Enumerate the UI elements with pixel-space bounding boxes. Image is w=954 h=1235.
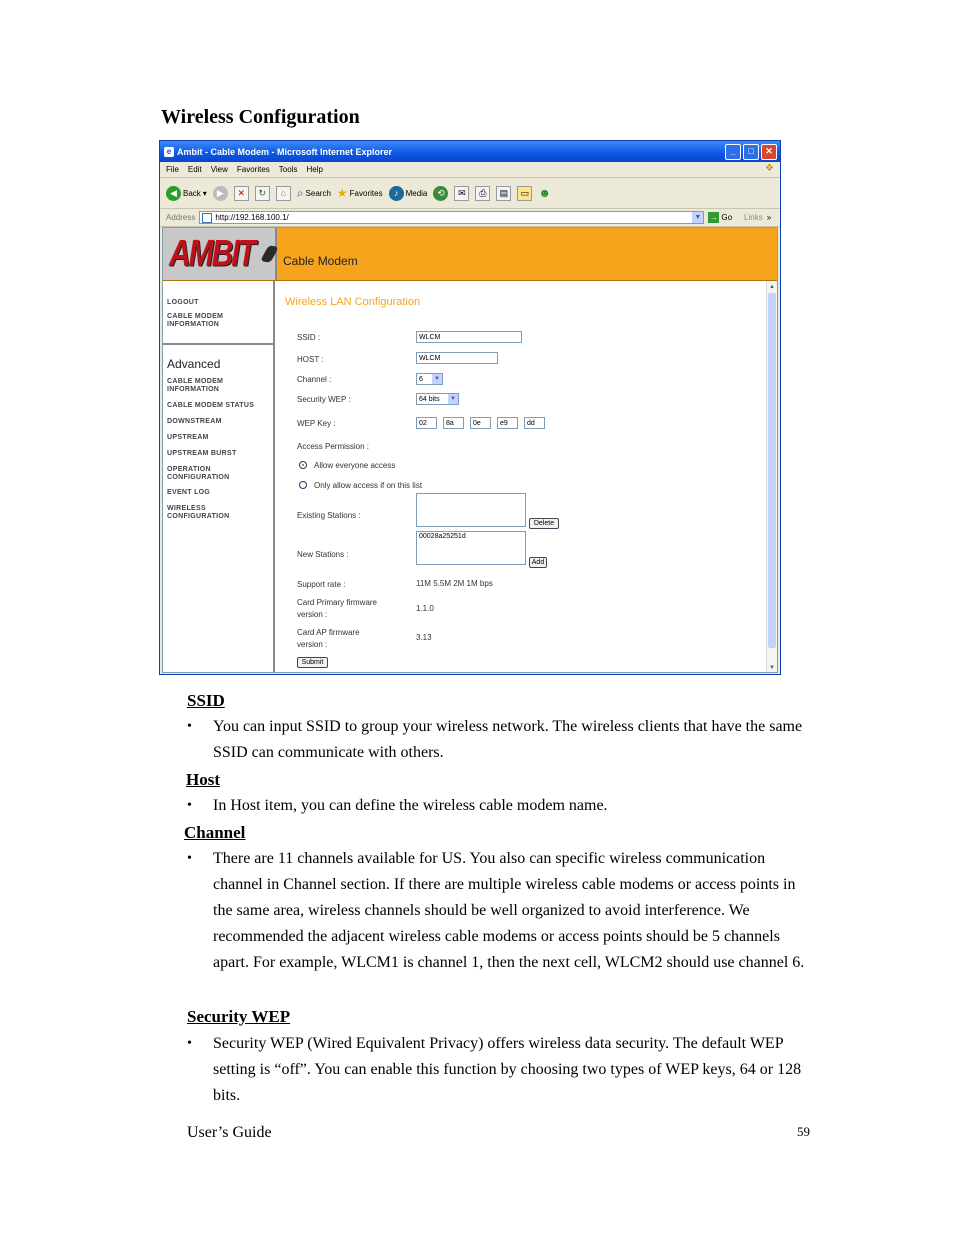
mail-icon[interactable]: ✉ (454, 186, 469, 201)
sidebar-item-logout[interactable]: LOGOUT (167, 299, 199, 306)
page-icon (202, 213, 212, 223)
wep-label: Security WEP : (297, 395, 351, 404)
address-label: Address (166, 213, 196, 222)
chevron-down-icon[interactable]: ▼ (692, 212, 703, 223)
media-button[interactable] (389, 186, 428, 201)
media-icon: ♪ (389, 186, 404, 201)
support-rate-label: Support rate : (297, 580, 346, 589)
wep-key-4-input[interactable]: e9 (497, 417, 518, 429)
sidebar-item-operation-config[interactable]: OPERATION CONFIGURATION (167, 466, 230, 481)
submit-button[interactable]: Submit (297, 657, 328, 668)
ap-fw-label-line2: version : (297, 640, 328, 649)
sidebar-section-advanced: Advanced (167, 357, 221, 371)
search-label: Search (305, 188, 331, 198)
back-button[interactable] (166, 186, 207, 201)
forward-arrow-icon[interactable]: ▶ (213, 186, 228, 201)
vertical-scrollbar[interactable] (766, 281, 777, 673)
history-icon[interactable]: ⟲ (433, 186, 448, 201)
sidebar-item-upstream-burst[interactable]: UPSTREAM BURST (167, 450, 237, 457)
browser-titlebar (160, 141, 780, 162)
add-button[interactable]: Add (529, 557, 547, 568)
browser-title: Ambit - Cable Modem - Microsoft Internet Explorer (177, 146, 393, 157)
wep-key-1-input[interactable]: 02 (416, 417, 437, 429)
existing-stations-label: Existing Stations : (297, 511, 361, 520)
radio-only-list[interactable] (299, 481, 307, 489)
primary-fw-label-line1: Card Primary firmware (297, 598, 378, 607)
refresh-icon[interactable]: ↻ (255, 186, 270, 201)
form-title: Wireless LAN Configuration (285, 296, 421, 308)
messenger-icon[interactable]: ☻ (538, 186, 552, 200)
browser-window-screenshot (159, 140, 781, 675)
wep-select[interactable] (416, 393, 459, 405)
back-arrow-icon: ◀ (166, 186, 181, 201)
scroll-up-icon[interactable]: ▲ (769, 284, 775, 290)
ssid-label: SSID : (297, 333, 321, 342)
menu-help[interactable]: Help (306, 165, 323, 174)
go-arrow-icon: → (709, 213, 718, 222)
menu-file[interactable]: File (166, 165, 179, 174)
section-text-channel: There are 11 channels available for US. You also can specific wireless communication channel in Channel section. If there are multiple wireless cable modems or access points in the same area, wireless channels should be well organized to avoid interference. We recommended the adjacent wireless cable modems or access points should be 5 channels apart. For example, WLCM1 is channel 1, then the next cell, WLCM2 should use channel 6. (213, 850, 805, 971)
new-station-value: 00028a25251d (419, 533, 466, 540)
channel-label: Channel : (297, 375, 332, 384)
sidebar-item-wireless-config[interactable]: WIRELESS CONFIGURATION (167, 505, 230, 520)
ap-fw-label-line1: Card AP firmware (297, 628, 360, 637)
page-number: 59 (797, 1124, 810, 1139)
channel-value: 6 (419, 375, 423, 383)
wep-key-2-input[interactable]: 8a (443, 417, 464, 429)
support-rate-value: 11M 5.5M 2M 1M bps (416, 579, 493, 588)
channel-select[interactable] (416, 373, 443, 385)
sidebar-item-upstream[interactable]: UPSTREAM (167, 434, 209, 441)
ambit-logo (163, 228, 277, 280)
footer-guide: User’s Guide (187, 1124, 272, 1141)
close-icon[interactable]: ✕ (761, 144, 777, 160)
bullet-icon: • (187, 798, 192, 813)
bullet-icon: • (187, 719, 192, 734)
search-button[interactable] (297, 186, 331, 201)
webpage-content (162, 227, 778, 673)
minimize-icon[interactable]: _ (725, 144, 741, 160)
media-label: Media (405, 188, 428, 198)
menu-bar (160, 162, 780, 178)
search-icon: ⌕ (296, 185, 304, 200)
edit-icon[interactable]: ▤ (496, 186, 511, 201)
menu-view[interactable]: View (210, 165, 228, 174)
section-title-security-wep: Security WEP (187, 1007, 291, 1026)
more-chevron-icon[interactable]: » (766, 213, 772, 222)
logo-text: AMBIT (169, 232, 254, 274)
go-label: Go (721, 213, 733, 222)
address-url: http://192.168.100.1/ (215, 213, 289, 222)
host-input[interactable]: WLCM (416, 352, 498, 364)
header-title: Cable Modem (283, 254, 358, 268)
webpage-sidebar (163, 281, 275, 673)
existing-stations-list[interactable] (416, 493, 526, 527)
host-label: HOST : (297, 355, 324, 364)
home-icon[interactable]: ⌂ (276, 186, 291, 201)
section-text-ssid: You can input SSID to group your wireless network. The wireless clients that have the same SSID can communicate with others. (213, 718, 803, 761)
radio-allow-everyone-label: Allow everyone access (314, 461, 396, 470)
favorites-button[interactable] (337, 186, 383, 200)
section-text-security-wep: Security WEP (Wired Equivalent Privacy) offers wireless data security. The default WEP setting is “off”. You can enable this function by choosing two types of WEP keys, 64 or 128 bits. (213, 1035, 802, 1104)
browser-toolbar (160, 178, 780, 209)
bullet-icon: • (187, 851, 192, 866)
sidebar-item-cm-info[interactable]: CABLE MODEM INFORMATION (167, 313, 224, 328)
menu-tools[interactable]: Tools (278, 165, 298, 174)
windows-logo-icon: ❖ (765, 163, 774, 174)
favorites-label: Favorites (349, 188, 383, 198)
section-title-ssid: SSID (187, 691, 225, 710)
primary-fw-value: 1.1.0 (416, 604, 434, 613)
radio-only-list-label: Only allow access if on this list (314, 481, 423, 490)
maximize-icon[interactable]: □ (743, 144, 759, 160)
sidebar-item-adv-cm-info[interactable]: CABLE MODEM INFORMATION (167, 378, 224, 393)
discuss-icon[interactable]: ▭ (517, 186, 532, 201)
section-text-host: In Host item, you can define the wireless cable modem name. (213, 797, 608, 814)
bullet-icon: • (187, 1036, 192, 1051)
sidebar-item-downstream[interactable]: DOWNSTREAM (167, 418, 222, 425)
menu-edit[interactable]: Edit (187, 165, 202, 174)
ap-fw-value: 3.13 (416, 633, 432, 642)
section-title-host: Host (186, 770, 220, 789)
back-label: Back (183, 188, 201, 198)
sidebar-item-cm-status[interactable]: CABLE MODEM STATUS (167, 402, 255, 409)
ie-icon: e (164, 147, 174, 157)
wlan-form (275, 281, 767, 673)
dropdown-icon: ▾ (202, 188, 207, 198)
delete-button[interactable]: Delete (529, 518, 559, 529)
new-stations-label: New Stations : (297, 550, 349, 559)
wep-value: 64 bits (419, 395, 440, 403)
address-bar (160, 209, 780, 227)
new-stations-input[interactable] (416, 531, 526, 565)
menu-favorites[interactable]: Favorites (236, 165, 270, 174)
go-button[interactable] (708, 212, 732, 223)
sidebar-item-event-log[interactable]: EVENT LOG (167, 489, 211, 496)
links-label[interactable]: Links (744, 213, 763, 222)
radio-allow-everyone[interactable] (299, 461, 307, 469)
address-input[interactable] (199, 211, 704, 224)
wep-key-5-input[interactable]: dd (524, 417, 545, 429)
wep-key-label: WEP Key : (297, 419, 336, 428)
access-permission-label: Access Permission : (297, 442, 370, 451)
modem-device-icon (260, 245, 279, 263)
star-icon: ★ (336, 186, 348, 200)
wep-key-3-input[interactable]: 0e (470, 417, 491, 429)
primary-fw-label-line2: version : (297, 610, 328, 619)
scroll-down-icon[interactable]: ▼ (769, 665, 775, 671)
section-title-channel: Channel (184, 823, 246, 842)
stop-icon[interactable]: ✕ (234, 186, 249, 201)
webpage-header (163, 228, 778, 281)
chevron-down-icon: ▼ (448, 394, 458, 404)
chevron-down-icon: ▼ (432, 374, 442, 384)
print-icon[interactable]: ⎙ (475, 186, 490, 201)
page-heading: Wireless Configuration (161, 106, 360, 128)
scroll-thumb[interactable] (768, 293, 776, 648)
ssid-input[interactable]: WLCM (416, 331, 522, 343)
sidebar-divider (163, 343, 273, 345)
